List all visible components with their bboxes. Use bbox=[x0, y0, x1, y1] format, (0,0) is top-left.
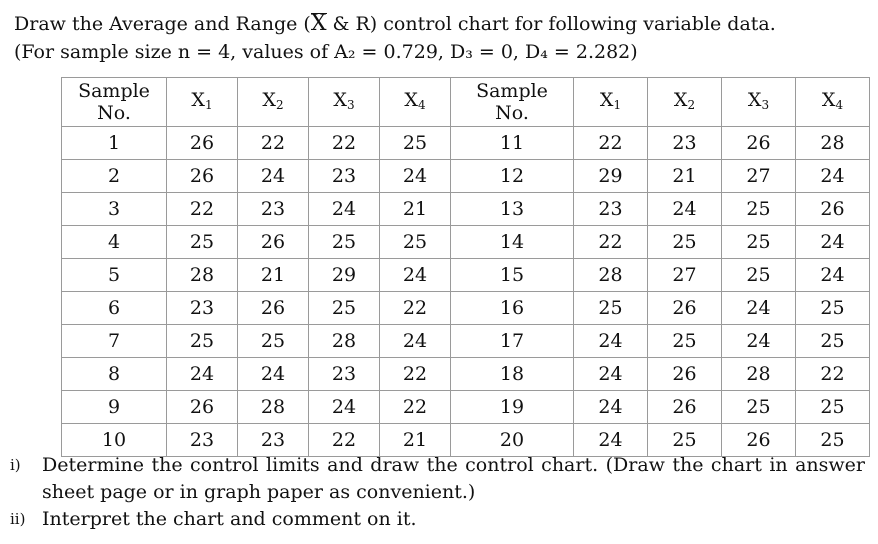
value-cell: 23 bbox=[238, 193, 309, 226]
value-cell: 24 bbox=[796, 160, 870, 193]
header-x3-right bbox=[722, 78, 796, 127]
value-cell: 21 bbox=[648, 160, 722, 193]
value-cell: 27 bbox=[722, 160, 796, 193]
header-sample-label: Sample bbox=[78, 80, 150, 102]
value-cell: 22 bbox=[380, 391, 451, 424]
table-row bbox=[62, 226, 870, 259]
sample-number-cell: 7 bbox=[62, 325, 167, 358]
value-cell: 25 bbox=[380, 226, 451, 259]
header-x-subscript: 4 bbox=[417, 97, 426, 112]
value-cell: 24 bbox=[574, 391, 648, 424]
value-cell: 28 bbox=[796, 127, 870, 160]
sample-number-cell: 16 bbox=[451, 292, 574, 325]
value-cell: 25 bbox=[796, 424, 870, 457]
value-cell: 27 bbox=[648, 259, 722, 292]
value-cell: 26 bbox=[722, 424, 796, 457]
value-cell: 24 bbox=[574, 325, 648, 358]
value-cell: 26 bbox=[238, 226, 309, 259]
header-x4-right bbox=[796, 78, 870, 127]
value-cell: 23 bbox=[167, 292, 238, 325]
value-cell: 26 bbox=[167, 127, 238, 160]
question-item bbox=[10, 506, 865, 533]
sample-number-cell: 6 bbox=[62, 292, 167, 325]
table-row bbox=[62, 160, 870, 193]
header-x4-left bbox=[380, 78, 451, 127]
sample-number-cell: 1 bbox=[62, 127, 167, 160]
header-x3-left bbox=[309, 78, 380, 127]
question-text: Interpret the chart and comment on it. bbox=[42, 508, 417, 530]
sample-number-cell: 15 bbox=[451, 259, 574, 292]
value-cell: 24 bbox=[238, 160, 309, 193]
value-cell: 28 bbox=[167, 259, 238, 292]
sample-number-cell: 2 bbox=[62, 160, 167, 193]
header-x2-right bbox=[648, 78, 722, 127]
value-cell: 29 bbox=[574, 160, 648, 193]
question-text: Determine the control limits and draw the control chart. (Draw the chart in answer sheet page or in graph paper as convenient.) bbox=[42, 454, 865, 503]
heading-line-1 bbox=[14, 10, 776, 38]
header-x-subscript: 3 bbox=[761, 97, 770, 112]
value-cell: 28 bbox=[238, 391, 309, 424]
value-cell: 24 bbox=[796, 226, 870, 259]
header-x-subscript: 2 bbox=[275, 97, 284, 112]
value-cell: 25 bbox=[309, 292, 380, 325]
value-cell: 23 bbox=[238, 424, 309, 457]
sample-number-cell: 8 bbox=[62, 358, 167, 391]
value-cell: 25 bbox=[722, 193, 796, 226]
value-cell: 26 bbox=[648, 358, 722, 391]
table-row bbox=[62, 127, 870, 160]
value-cell: 22 bbox=[380, 358, 451, 391]
value-cell: 24 bbox=[380, 259, 451, 292]
value-cell: 25 bbox=[648, 424, 722, 457]
value-cell: 24 bbox=[722, 292, 796, 325]
value-cell: 26 bbox=[167, 391, 238, 424]
table-body bbox=[62, 127, 870, 457]
value-cell: 24 bbox=[238, 358, 309, 391]
value-cell: 25 bbox=[574, 292, 648, 325]
value-cell: 28 bbox=[722, 358, 796, 391]
table-row bbox=[62, 259, 870, 292]
table-row bbox=[62, 325, 870, 358]
question-heading bbox=[14, 10, 776, 66]
value-cell: 23 bbox=[309, 358, 380, 391]
value-cell: 21 bbox=[238, 259, 309, 292]
header-x-subscript: 2 bbox=[687, 97, 696, 112]
value-cell: 23 bbox=[167, 424, 238, 457]
value-cell: 25 bbox=[167, 226, 238, 259]
value-cell: 25 bbox=[648, 325, 722, 358]
header-x1-right bbox=[574, 78, 648, 127]
value-cell: 25 bbox=[648, 226, 722, 259]
value-cell: 25 bbox=[238, 325, 309, 358]
sample-number-cell: 17 bbox=[451, 325, 574, 358]
heading-line-2: (For sample size n = 4, values of A₂ = 0.729, D₃ = 0, D₄ = 2.282) bbox=[14, 41, 638, 63]
heading-line-1-end: & R) control chart for following variable data. bbox=[326, 13, 776, 35]
sample-number-cell: 12 bbox=[451, 160, 574, 193]
value-cell: 28 bbox=[574, 259, 648, 292]
value-cell: 26 bbox=[648, 292, 722, 325]
question-list bbox=[10, 452, 865, 533]
value-cell: 24 bbox=[380, 325, 451, 358]
value-cell: 25 bbox=[167, 325, 238, 358]
sample-number-cell: 3 bbox=[62, 193, 167, 226]
value-cell: 25 bbox=[722, 226, 796, 259]
value-cell: 26 bbox=[648, 391, 722, 424]
question-number: i) bbox=[10, 456, 21, 474]
table-header-row bbox=[62, 78, 870, 127]
sample-number-cell: 5 bbox=[62, 259, 167, 292]
header-x-subscript: 1 bbox=[613, 97, 622, 112]
header-x-letter: X bbox=[262, 88, 276, 111]
variable-data-table bbox=[61, 77, 870, 457]
x-bar-symbol: X bbox=[310, 11, 327, 36]
value-cell: 25 bbox=[796, 325, 870, 358]
header-no-label: No. bbox=[495, 102, 529, 124]
value-cell: 23 bbox=[574, 193, 648, 226]
table-row bbox=[62, 391, 870, 424]
sample-number-cell: 14 bbox=[451, 226, 574, 259]
value-cell: 24 bbox=[309, 193, 380, 226]
value-cell: 24 bbox=[574, 424, 648, 457]
header-x-subscript: 1 bbox=[204, 97, 213, 112]
value-cell: 22 bbox=[380, 292, 451, 325]
heading-line-1-start: Draw the Average and Range ( bbox=[14, 13, 311, 35]
value-cell: 24 bbox=[722, 325, 796, 358]
value-cell: 22 bbox=[167, 193, 238, 226]
value-cell: 22 bbox=[796, 358, 870, 391]
table-row bbox=[62, 193, 870, 226]
header-x-letter: X bbox=[673, 88, 688, 111]
header-x-letter: X bbox=[747, 88, 762, 111]
value-cell: 22 bbox=[574, 226, 648, 259]
sample-number-cell: 20 bbox=[451, 424, 574, 457]
header-x-letter: X bbox=[821, 88, 836, 111]
value-cell: 21 bbox=[380, 193, 451, 226]
header-x-letter: X bbox=[191, 88, 205, 111]
value-cell: 29 bbox=[309, 259, 380, 292]
value-cell: 21 bbox=[380, 424, 451, 457]
value-cell: 25 bbox=[796, 292, 870, 325]
sample-number-cell: 13 bbox=[451, 193, 574, 226]
value-cell: 26 bbox=[796, 193, 870, 226]
value-cell: 25 bbox=[380, 127, 451, 160]
value-cell: 26 bbox=[167, 160, 238, 193]
question-number: ii) bbox=[10, 510, 26, 528]
value-cell: 25 bbox=[722, 391, 796, 424]
sample-number-cell: 10 bbox=[62, 424, 167, 457]
value-cell: 28 bbox=[309, 325, 380, 358]
header-sample-no-right bbox=[451, 78, 574, 127]
sample-number-cell: 9 bbox=[62, 391, 167, 424]
value-cell: 24 bbox=[574, 358, 648, 391]
sample-number-cell: 18 bbox=[451, 358, 574, 391]
value-cell: 22 bbox=[238, 127, 309, 160]
sample-number-cell: 4 bbox=[62, 226, 167, 259]
table-row bbox=[62, 358, 870, 391]
header-x-subscript: 3 bbox=[346, 97, 355, 112]
value-cell: 25 bbox=[796, 391, 870, 424]
sample-number-cell: 11 bbox=[451, 127, 574, 160]
header-sample-label: Sample bbox=[476, 80, 548, 102]
sample-number-cell: 19 bbox=[451, 391, 574, 424]
value-cell: 22 bbox=[309, 424, 380, 457]
value-cell: 25 bbox=[722, 259, 796, 292]
header-x-letter: X bbox=[599, 88, 614, 111]
value-cell: 26 bbox=[238, 292, 309, 325]
question-item bbox=[10, 452, 865, 506]
header-x2-left bbox=[238, 78, 309, 127]
value-cell: 24 bbox=[309, 391, 380, 424]
value-cell: 24 bbox=[796, 259, 870, 292]
table-row bbox=[62, 292, 870, 325]
value-cell: 23 bbox=[648, 127, 722, 160]
value-cell: 24 bbox=[167, 358, 238, 391]
value-cell: 25 bbox=[309, 226, 380, 259]
value-cell: 22 bbox=[309, 127, 380, 160]
header-x-subscript: 4 bbox=[835, 97, 844, 112]
header-x-letter: X bbox=[404, 88, 418, 111]
value-cell: 22 bbox=[574, 127, 648, 160]
header-sample-no-left bbox=[62, 78, 167, 127]
value-cell: 26 bbox=[722, 127, 796, 160]
header-x1-left bbox=[167, 78, 238, 127]
value-cell: 24 bbox=[648, 193, 722, 226]
header-x-letter: X bbox=[333, 88, 347, 111]
value-cell: 24 bbox=[380, 160, 451, 193]
value-cell: 23 bbox=[309, 160, 380, 193]
header-no-label: No. bbox=[97, 102, 131, 124]
